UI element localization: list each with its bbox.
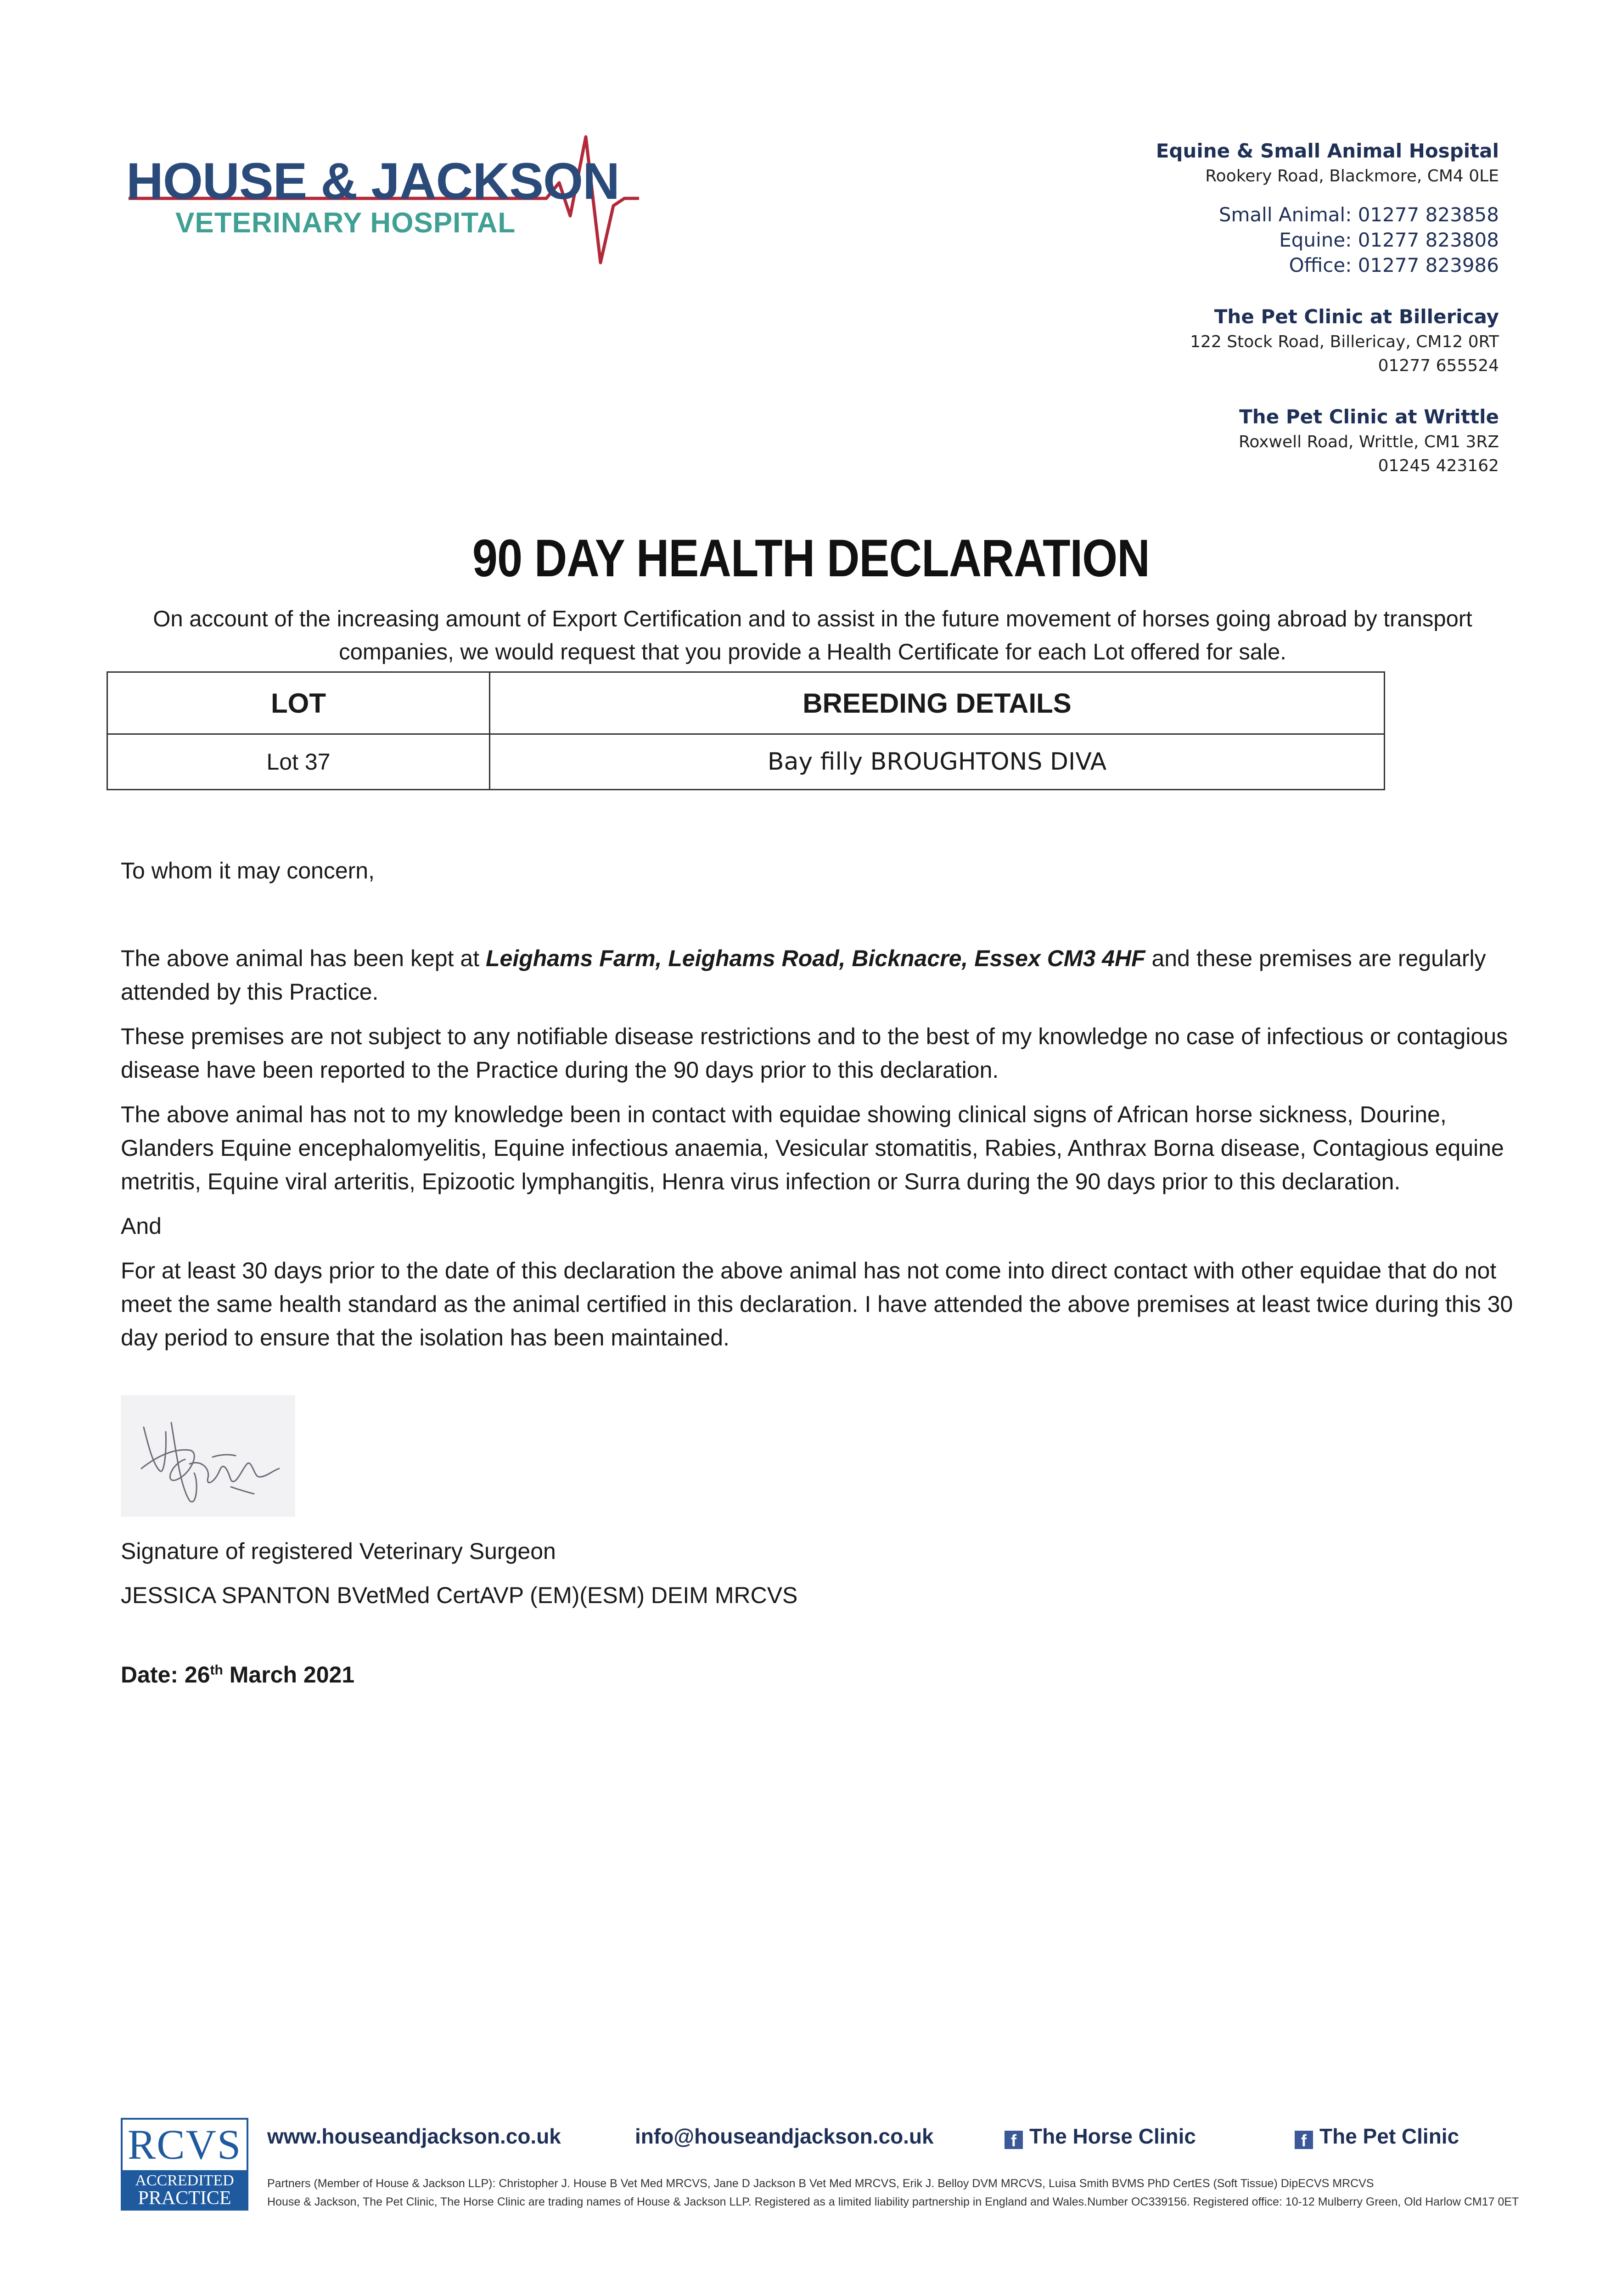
- signature-scribble: [121, 1395, 295, 1517]
- table-header-row: [107, 672, 1385, 734]
- writtle-name: The Pet Clinic at Writtle: [1239, 405, 1499, 428]
- lot-table: [107, 671, 1385, 790]
- practice-logo: [124, 133, 643, 271]
- paragraph-and: And: [121, 1213, 162, 1239]
- declaration-body: [121, 854, 1516, 1366]
- table-row: [107, 734, 1385, 790]
- premises-location: Leighams Farm, Leighams Road, Bicknacre, Essex CM3 4HF: [485, 945, 1145, 971]
- date-label: Date: 26: [121, 1662, 210, 1688]
- salutation: To whom it may concern,: [121, 858, 375, 884]
- pet-clinic-label: The Pet Clinic: [1319, 2124, 1459, 2148]
- email-link[interactable]: info@houseandjackson.co.uk: [635, 2124, 934, 2148]
- document-title: 90 DAY HEALTH DECLARATION: [472, 529, 1150, 588]
- facebook-icon: f: [1295, 2131, 1313, 2149]
- logo-subtitle: VETERINARY HOSPITAL: [175, 207, 516, 239]
- rcvs-accredited-logo: [121, 2118, 248, 2211]
- rcvs-line1: ACCREDITED: [135, 2172, 234, 2189]
- cell-breeding-details: Bay filly BROUGHTONS DIVA: [490, 734, 1385, 790]
- horse-clinic-label: The Horse Clinic: [1029, 2124, 1196, 2148]
- footer-legal: [267, 2174, 1519, 2211]
- horse-clinic-link[interactable]: [1005, 2124, 1196, 2149]
- rcvs-line2: PRACTICE: [138, 2188, 231, 2209]
- rcvs-banner: [123, 2170, 247, 2209]
- paragraph-contact: The above animal has not to my knowledge been in contact with equidae showing clinical signs of African horse sickness, Dourine, Glanders Equine encephalomyelitis, Equine infectious anaemia, Vesicular stomatitis, Rabies, Anthrax Borna disease, Contagious equine metritis, Equine viral arteritis, Epizootic lymphangitis, Henra virus infection or Surra during the 90 days prior to this declaration.: [121, 1102, 1504, 1194]
- signature-block: [121, 1529, 797, 1617]
- phone-equine: Equine: 01277 823808: [1279, 229, 1499, 251]
- signature-caption: Signature of registered Veterinary Surgeon: [121, 1538, 556, 1564]
- legal-line: House & Jackson, The Pet Clinic, The Horse Clinic are trading names of House & Jackson LLP. Registered as a limited liability partnership in England and Wales.Number OC339156. Registered office: 10-12 Mulberry Green, Old Harlow CM17 0ET: [267, 2195, 1519, 2208]
- paragraph-isolation: For at least 30 days prior to the date of this declaration the above animal has not come into direct contact with other equidae that do not meet the same health standard as the animal certified in this declaration. I have attended the above premises at least twice during this 30 day period to ensure that the isolation has been maintained.: [121, 1258, 1513, 1351]
- paragraph-premises: [121, 942, 1516, 1009]
- rcvs-wordmark: RCVS: [127, 2121, 242, 2168]
- logo-name: HOUSE & JACKSON: [126, 152, 620, 210]
- intro-text: On account of the increasing amount of Export Certification and to assist in the future movement of horses going abroad by transport companies, we would request that you provide a Health Certificate for each Lot offered for sale.: [153, 607, 1472, 664]
- facebook-icon: f: [1005, 2131, 1023, 2149]
- website-link[interactable]: www.houseandjackson.co.uk: [267, 2124, 561, 2148]
- billericay-address: 122 Stock Road, Billericay, CM12 0RT: [1190, 332, 1499, 351]
- partners-line: Partners (Member of House & Jackson LLP): Christopher J. House B Vet Med MRCVS, Jane D Jackson B Vet Med MRCVS, Erik J. Belloy DVM MRCVS, Luisa Smith BVMS PhD CertES (Soft Tissue) DipECVS MRCVS: [267, 2177, 1374, 2190]
- billericay-name: The Pet Clinic at Billericay: [1214, 305, 1499, 328]
- hospital-address: Rookery Road, Blackmore, CM4 0LE: [1205, 167, 1499, 186]
- phone-small-animal: Small Animal: 01277 823858: [1218, 203, 1499, 226]
- declaration-date: [121, 1661, 354, 1688]
- pet-clinic-link[interactable]: [1295, 2124, 1459, 2149]
- phone-office: Office: 01277 823986: [1289, 254, 1499, 276]
- p1-before: The above animal has been kept at: [121, 945, 486, 971]
- hospital-name: Equine & Small Animal Hospital: [1156, 140, 1499, 162]
- handwritten-signature: [121, 1395, 295, 1517]
- writtle-address: Roxwell Road, Writtle, CM1 3RZ: [1238, 433, 1499, 451]
- surgeon-name: JESSICA SPANTON BVetMed CertAVP (EM)(ESM) DEIM MRCVS: [121, 1582, 798, 1608]
- date-suffix: th: [210, 1662, 223, 1678]
- header-breeding-details: BREEDING DETAILS: [490, 672, 1385, 734]
- header-lot: LOT: [107, 672, 490, 734]
- cell-lot: Lot 37: [107, 734, 490, 790]
- date-rest: March 2021: [223, 1662, 355, 1688]
- billericay-phone: 01277 655524: [1378, 356, 1499, 375]
- paragraph-restrictions: These premises are not subject to any notifiable disease restrictions and to the best of my knowledge no case of infectious or contagious disease have been reported to the Practice during the 90 days prior to this declaration.: [121, 1024, 1508, 1083]
- writtle-phone: 01245 423162: [1378, 456, 1499, 475]
- contact-details: [994, 138, 1499, 478]
- p1-after: and these premises are regularly attended by this Practice.: [121, 945, 1486, 1005]
